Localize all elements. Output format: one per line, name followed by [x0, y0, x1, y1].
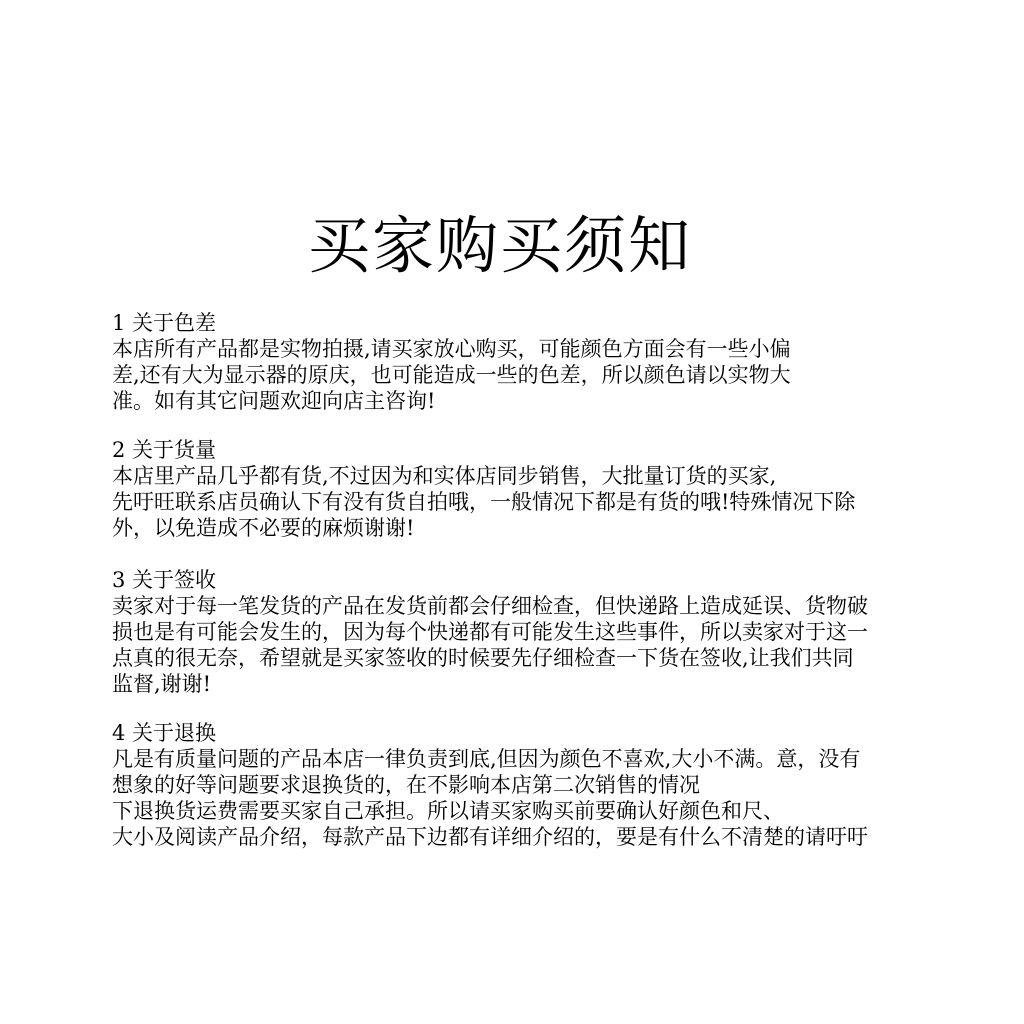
- returns-text-clip: [112, 720, 962, 849]
- section-heading: 3 关于签收: [112, 568, 217, 592]
- section-line: 差,还有大为显示器的原庆，也可能造成一些的色差，所以颜色请以实物大: [112, 363, 791, 387]
- section-signing: [112, 567, 962, 697]
- section-line: 凡是有质量问题的产品本店一律负责到底,但因为颜色不喜欢,大小不满。意，没有: [112, 747, 861, 771]
- section-line: 本店里产品几乎都有货,不过因为和实体店同步销售，大批量订货的买家,: [112, 464, 777, 488]
- section-line-cut: 大小及阅读产品介绍，每款产品下边都有详细介绍的，要是有什么不清楚的请吁吁: [112, 825, 868, 849]
- section-line: 卖家对于每一笔发货的产品在发货前都会仔细检查，但快递路上造成延误、货物破: [112, 594, 868, 618]
- section-heading: 2 关于货量: [112, 438, 217, 462]
- section-line: 损也是有可能会发生的，因为每个快递都有可能发生这些事件，所以卖家对于这一: [112, 620, 868, 644]
- section-color-difference: [112, 310, 962, 414]
- section-line: 下退换货运费需要买家自己承担。所以请买家购买前要确认好颜色和尺、: [112, 799, 784, 823]
- section-line: 监督,谢谢!: [112, 672, 212, 696]
- section-stock: [112, 437, 962, 541]
- section-line: 本店所有产品都是实物拍摄,请买家放心购买，可能颜色方面会有一些小偏: [112, 337, 791, 361]
- section-line: 点真的很无奈，希望就是买家签收的时候要先仔细检查一下货在签收,让我们共同: [112, 646, 854, 670]
- page-title: 买家购买须知: [307, 209, 692, 282]
- section-line: 外，以免造成不必要的麻烦谢谢!: [112, 516, 415, 540]
- section-returns: [112, 720, 962, 849]
- section-heading: 4 关于退换: [112, 721, 217, 745]
- section-line: 想象的好等问题要求退换货的，在不影响本店第二次销售的情况: [112, 773, 700, 797]
- section-heading: 1 关于色差: [112, 311, 217, 335]
- section-line: 先吁旺联系店员确认下有没有货自拍哦，一般情况下都是有货的哦!特殊情况下除: [112, 490, 856, 514]
- section-line: 准。如有其它问题欢迎向店主咨询!: [112, 389, 436, 413]
